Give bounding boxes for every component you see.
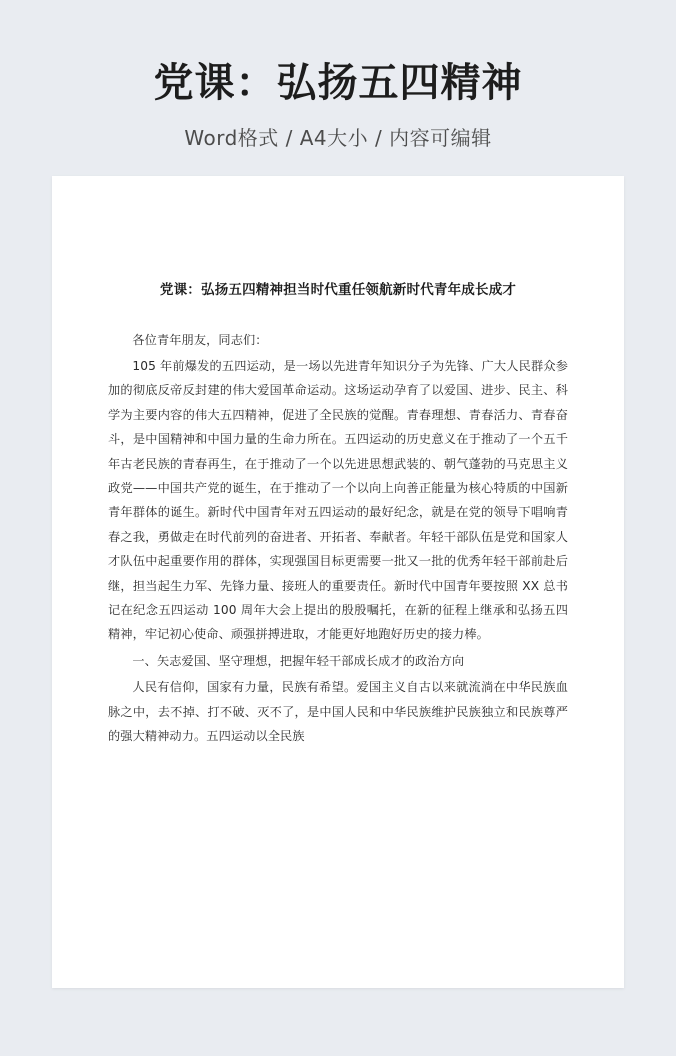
document-paragraph: 人民有信仰，国家有力量，民族有希望。爱国主义自古以来就流淌在中华民族血脉之中，去不掉、打不破、灭不了，是中国人民和中华民族维护民族独立和民族尊严的强大精神动力。五四运动以全民族	[108, 680, 568, 744]
document-title: 党课：弘扬五四精神担当时代重任领航新时代青年成长成才	[159, 282, 517, 298]
poster-title: 党课：弘扬五四精神	[153, 60, 523, 106]
document-content	[52, 176, 624, 749]
document-paragraph: 一、矢志爱国、坚守理想，把握年轻干部成长成才的政治方向	[132, 653, 465, 668]
document-paragraph: 各位青年朋友，同志们：	[132, 332, 268, 347]
document-body	[108, 328, 568, 749]
document-paragraph: 105 年前爆发的五四运动，是一场以先进青年知识分子为先锋、广大人民群众参加的彻底反帝反封建的伟大爱国革命运动。这场运动孕育了以爱国、进步、民主、科学为主要内容的伟大五四精神，促进了全民族的觉醒。青春理想、青春活力、青春奋斗，是中国精神和中国力量的生命力所在。五四运动的历史意义在于推动了一个五千年古老民族的青春再生，在于推动了一个以先进思想武装的、朝气蓬勃的马克思主义政党——中国共产党的诞生，在于推动了一个以向上向善正能量为核心特质的中国新青年群体的诞生。新时代中国青年对五四运动的最好纪念，就是在党的领导下唱响青春之我，勇做走在时代前列的奋进者、开拓者、奉献者。年轻干部队伍是党和国家人才队伍中起重要作用的群体，实现强国目标更需要一批又一批的优秀年轻干部前赴后继，担当起生力军、先锋力量、接班人的重要责任。新时代中国青年要按照 XX 总书记在纪念五四运动 100 周年大会上提出的殷殷嘱托，在新的征程上继承和弘扬五四精神，牢记初心使命、顽强拼搏进取，才能更好地跑好历史的接力棒。	[108, 359, 568, 642]
poster-header	[0, 0, 676, 151]
poster-subtitle: Word格式 / A4大小 / 内容可编辑	[184, 126, 492, 150]
document-preview-sheet	[52, 176, 624, 988]
